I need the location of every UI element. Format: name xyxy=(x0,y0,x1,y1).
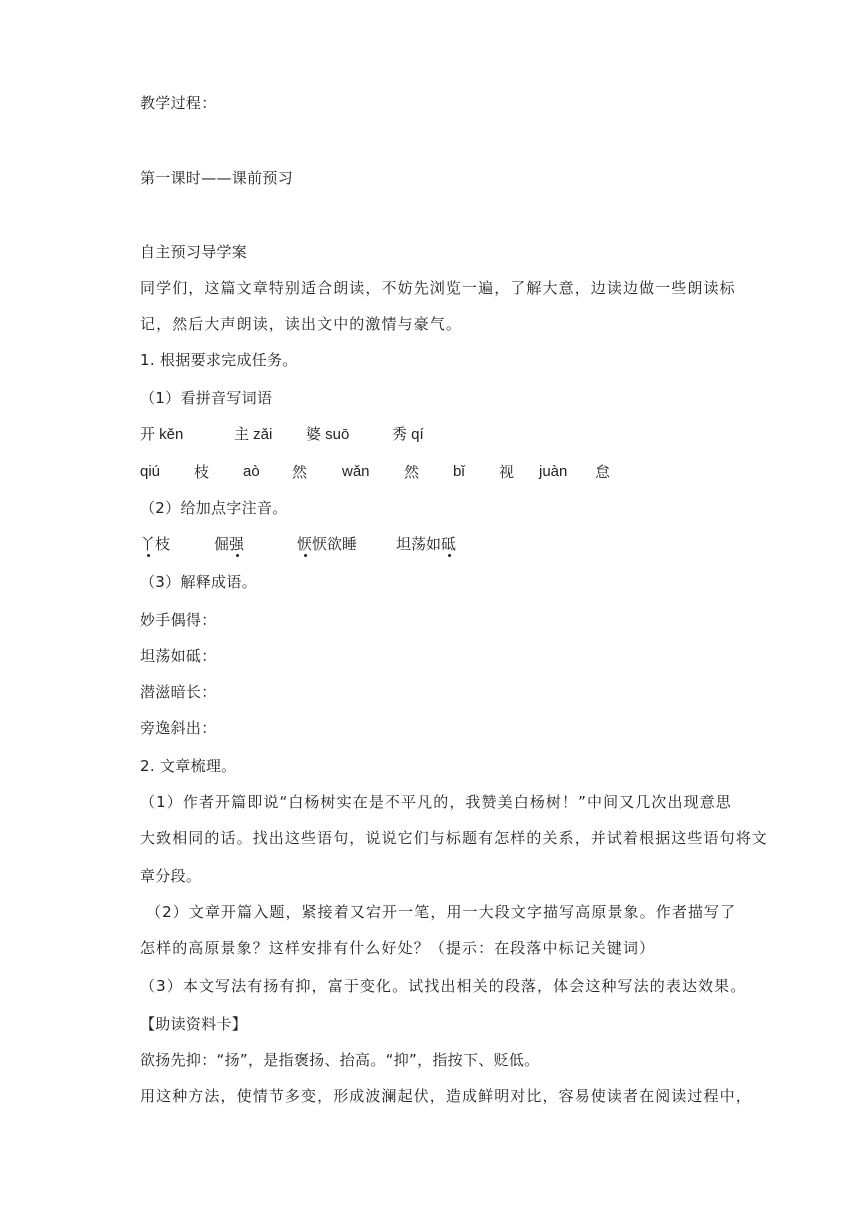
idiom-item: 旁逸斜出： xyxy=(140,719,217,737)
pinyin-item: 主 zǎi xyxy=(234,426,273,443)
idiom-item: 妙手偶得： xyxy=(140,611,217,629)
word-prefix: 倔 xyxy=(214,535,230,553)
pinyin-item: aò xyxy=(243,463,260,480)
section-heading-guide: 自主预习导学案 xyxy=(140,243,248,261)
question1-line2: 大致相同的话。找出这些语句，说说它们与标题有怎样的关系，并试着根据这些语句将文 xyxy=(140,829,768,847)
pinyin-item: 怠 xyxy=(595,463,611,481)
pinyin-item: 然 xyxy=(292,463,308,481)
intro-paragraph-line1: 同学们，这篇文章特别适合朗读，不妨先浏览一遍，了解大意，边读边做一些朗读标 xyxy=(140,279,736,297)
question1-line3: 章分段。 xyxy=(140,867,202,885)
section-heading-lesson: 第一课时——课前预习 xyxy=(140,169,294,187)
pinyin-item: bǐ xyxy=(453,463,465,480)
word-suffix: 恹欲睡 xyxy=(312,535,358,553)
task1-sub1: （1）看拼音写词语 xyxy=(140,389,273,407)
dotted-word xyxy=(214,534,244,554)
question3-line1: （3）本文写法有扬有抑，富于变化。试找出相关的段落，体会这种写法的表达效果。 xyxy=(140,977,747,995)
reading-card-title: 【助读资料卡】 xyxy=(140,1015,248,1033)
dotted-word xyxy=(396,534,456,554)
pinyin-item: wǎn xyxy=(342,463,370,480)
word-suffix: 枝 xyxy=(155,535,171,553)
pinyin-item: 开 kěn xyxy=(140,426,184,443)
pinyin-item: 然 xyxy=(404,463,420,481)
section-heading-process: 教学过程： xyxy=(140,94,217,112)
dotted-word xyxy=(140,534,170,554)
dotted-character: 砥 xyxy=(441,535,457,553)
reading-card-line2: 用这种方法，使情节多变，形成波澜起伏，造成鲜明对比，容易使读者在阅读过程中， xyxy=(140,1087,752,1105)
task1-sub2: （2）给加点字注音。 xyxy=(140,499,288,517)
pinyin-item: 秀 qí xyxy=(392,426,424,443)
pinyin-item: 枝 xyxy=(194,463,210,481)
reading-card-line1: 欲扬先抑：“扬”，是指褒扬、抬高。“抑”，指按下、贬低。 xyxy=(140,1051,540,1069)
task1-heading: 1. 根据要求完成任务。 xyxy=(140,351,298,369)
dotted-character: 丫 xyxy=(140,535,156,553)
pinyin-item: juàn xyxy=(539,463,568,480)
word-prefix: 坦荡如 xyxy=(396,535,442,553)
intro-paragraph-line2: 记，然后大声朗读，读出文中的激情与豪气。 xyxy=(140,315,463,333)
question2-line1: （2）文章开篇入题，紧接着又宕开一笔，用一大段文字描写高原景象。作者描写了 xyxy=(146,903,737,921)
pinyin-item: 婆 suō xyxy=(306,426,350,443)
task1-sub3: （3）解释成语。 xyxy=(140,573,257,591)
idiom-item: 坦荡如砥： xyxy=(140,647,217,665)
pinyin-item: 视 xyxy=(499,463,515,481)
idiom-item: 潜滋暗长： xyxy=(140,683,217,701)
dotted-character: 恹 xyxy=(297,535,313,553)
question2-line2: 怎样的高原景象？这样安排有什么好处？（提示：在段落中标记关键词） xyxy=(140,939,656,957)
question1-line1: （1）作者开篇即说“白杨树实在是不平凡的，我赞美白杨树！”中间又几次出现意思 xyxy=(140,793,732,811)
pinyin-item: qiú xyxy=(140,463,161,480)
dotted-word xyxy=(297,534,357,554)
dotted-character: 强 xyxy=(229,535,245,553)
task2-heading: 2. 文章梳理。 xyxy=(140,757,237,775)
